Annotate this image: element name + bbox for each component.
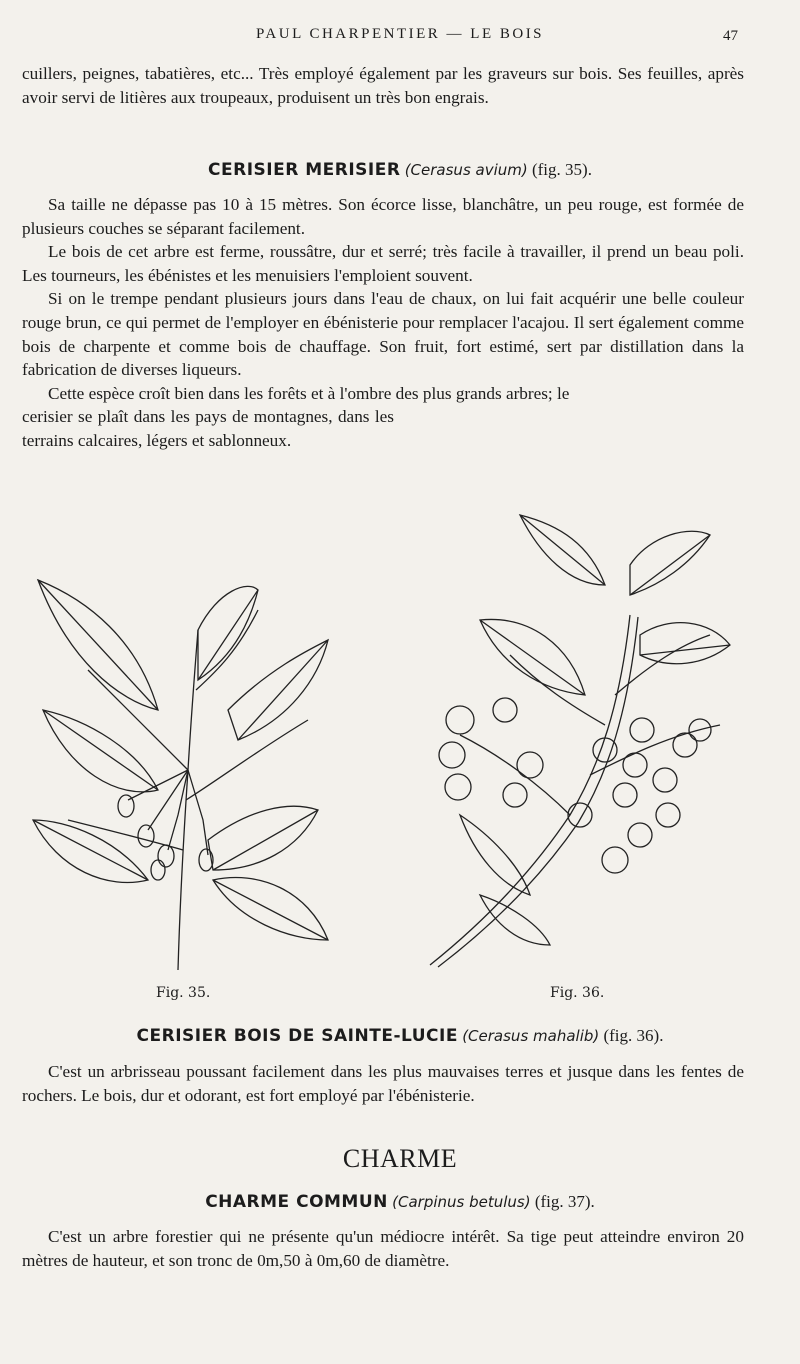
paragraph: C'est un arbrisseau poussant facilement dans les plus mauvaises terres et jusque dans les fentes de rochers. Le bois, dur et odorant, est fort employé par l'ébénisterie.: [22, 1062, 744, 1105]
heading-title: CERISIER MERISIER: [208, 160, 401, 180]
heading-fig-ref: (fig. 35).: [531, 160, 592, 179]
intro-paragraph: [22, 62, 744, 109]
fig36-illustration: [420, 505, 750, 975]
fig35-caption: Fig. 35.: [156, 985, 211, 1001]
heading-latin: (Cerasus avium): [404, 161, 528, 179]
section-heading-charme-commun: [0, 1192, 800, 1212]
paragraph: C'est un arbre forestier qui ne présente qu'un médiocre intérêt. Sa tige peut atteindre environ 20 mètres de hauteur, et son tronc de 0m,50 à 0m,60 de diamètre.: [22, 1227, 744, 1270]
section1-body: [22, 193, 744, 453]
section3-body: [22, 1225, 744, 1272]
paragraph: Si on le trempe pendant plusieurs jours dans l'eau de chaux, on lui fait acquérir une belle couleur rouge brun, ce qui permet de l'employer en ébénisterie pour remplacer l'acajou. Il sert également comme bois de charpente et comme bois de chauffage. Son fruit, fort estimé, sert par distillation dans la fabrication de diverses liqueurs.: [22, 289, 744, 380]
chapter-title: CHARME: [342, 1144, 458, 1173]
heading-title: CHARME COMMUN: [205, 1192, 388, 1212]
heading-latin: (Carpinus betulus): [392, 1193, 531, 1211]
paragraph: Sa taille ne dépasse pas 10 à 15 mètres. Son écorce lisse, blanchâtre, un peu rouge, est formée de plusieurs couches se séparant facilement.: [22, 195, 744, 238]
intro-text: cuillers, peignes, tabatières, etc... Très employé également par les graveurs sur bois. Ses feuilles, après avoir servi de litières aux troupeaux, produisent un très bon engrais.: [22, 64, 744, 107]
heading-latin: (Cerasus mahalib): [462, 1027, 600, 1045]
fig36-caption: Fig. 36.: [550, 985, 605, 1001]
section-heading-cerisier-merisier: [0, 160, 800, 180]
paragraph-line: Cette espèce croît bien dans les forêts et à l'ombre des plus grands arbres; le: [48, 383, 570, 403]
paragraph: Le bois de cet arbre est ferme, roussâtre, dur et serré; très facile à travailler, il prend un beau poli. Les tourneurs, les ébénistes et les menuisiers l'emploient souvent.: [22, 242, 744, 285]
section-heading-cerisier-bois-de-sainte-lucie: [0, 1026, 800, 1046]
fig35-illustration: [28, 570, 338, 980]
heading-fig-ref: (fig. 37).: [534, 1192, 595, 1211]
running-head: PAUL CHARPENTIER — LE BOIS: [255, 26, 545, 42]
heading-fig-ref: (fig. 36).: [603, 1026, 664, 1045]
page-number: 47: [723, 28, 738, 44]
heading-title: CERISIER BOIS DE SAINTE-LUCIE: [136, 1026, 458, 1046]
paragraph-wrapped: cerisier se plaît dans les pays de montagnes, dans les terrains calcaires, légers et sablonneux.: [22, 407, 394, 450]
section2-body: [22, 1060, 744, 1107]
